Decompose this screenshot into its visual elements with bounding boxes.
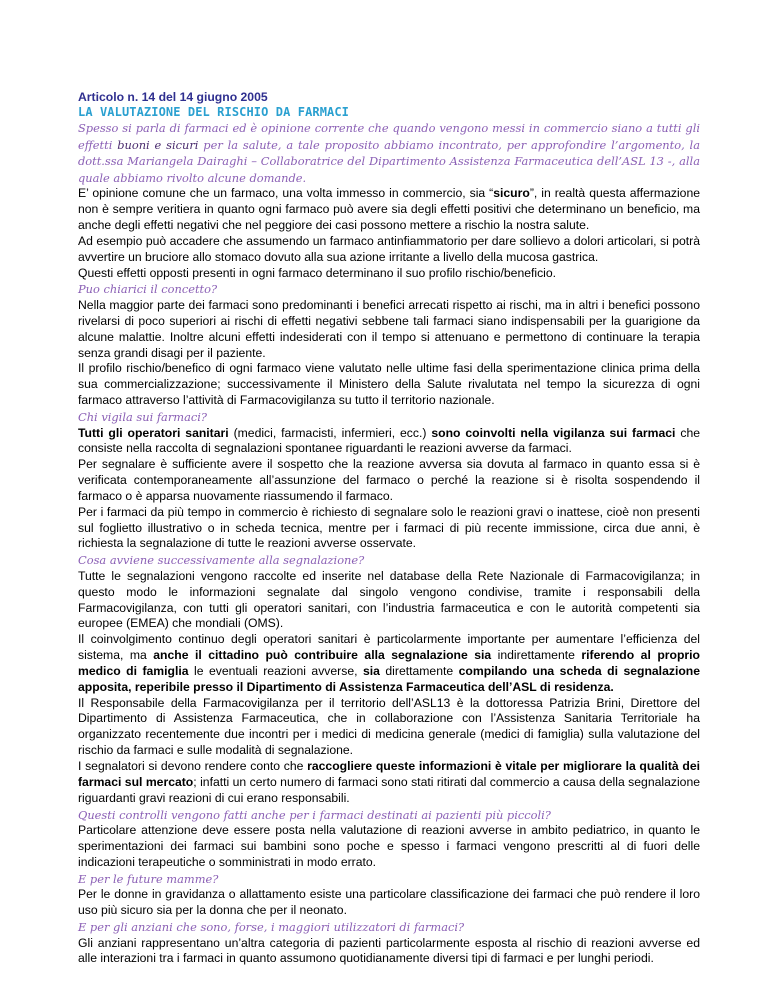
p10-bold-4: compilando una scheda di segnalazione apposita, reperibile presso il Dipartimento di Assistenza Farmaceutica dell’ASL di residenza.	[78, 663, 700, 694]
paragraph-1	[78, 186, 700, 234]
article-title: LA VALUTAZIONE DEL RISCHIO DA FARMACI	[78, 105, 350, 119]
question-3: Cosa avviene successivamente alla segnalazione?	[78, 553, 365, 568]
p10-bold-3: sia	[362, 663, 380, 678]
p12-text-2: ; infatti un certo numero di farmaci sono stati ritirati dal commercio a causa della segnalazione riguardanti gravi reazioni di cui erano responsabili.	[78, 774, 700, 805]
article-date: Articolo n. 14 del 14 giugno 2005	[78, 90, 268, 104]
question-4: Questi controlli vengono fatti anche per i farmaci destinati ai pazienti più piccoli?	[78, 807, 551, 822]
paragraph-6	[78, 426, 700, 458]
p1-bold-1: sicuro	[493, 186, 530, 201]
paragraph-5: Il profilo rischio/benefico di ogni farmaco viene valutato nelle ultime fasi della sperimentazione clinica prima della sua commercializzazione; successivamente il Ministero della Salute rivalutata nel tempo la sicurezza di ogni farmaco attraverso l’attività di Farmacovigilanza su tutto il territorio nazionale.	[78, 361, 700, 408]
question-2: Chi vigila sui farmaci?	[78, 409, 208, 424]
paragraph-10	[78, 632, 700, 695]
paragraph-12	[78, 759, 700, 807]
paragraph-7: Per segnalare è sufficiente avere il sospetto che la reazione avversa sia dovuta al farmaco in quanto essa si è verificata contemporaneamente all’assunzione del farmaco o perché la reazione si è risolta sospendendo il farmaco o è apparsa nuovamente riassumendo il farmaco.	[78, 457, 700, 503]
article	[78, 89, 700, 967]
paragraph-2: Ad esempio può accadere che assumendo un farmaco antinfiammatorio per dare sollievo a dolori articolari, si potrà avvertire un bruciore allo stomaco dovuto alla sua azione irritante a livello della mucosa gastrica.	[78, 233, 700, 264]
intro-paragraph	[78, 120, 700, 186]
question-6: E per gli anziani che sono, forse, i maggiori utilizzatori di farmaci?	[78, 919, 465, 934]
paragraph-3: Questi effetti opposti presenti in ogni farmaco determinano il suo profilo rischio/beneficio.	[78, 265, 557, 280]
p10-text-2: indirettamente	[491, 648, 582, 663]
question-1: Puo chiarici il concetto?	[78, 282, 218, 297]
paragraph-14: Per le donne in gravidanza o allattamento esiste una particolare classificazione dei farmaci che può rendere il loro uso più sicuro sia per la donna che per il neonato.	[78, 887, 700, 918]
p10-text-4: direttamente	[379, 663, 459, 678]
paragraph-13: Particolare attenzione deve essere posta nella valutazione di reazioni avverse in ambito pediatrico, in quanto le sperimentazioni dei farmaci sui bambini sono poche e spesso i farmaci vengono prescritti al di fuori delle indicazioni terapeutiche o somministrati in modo errato.	[78, 823, 700, 869]
paragraph-9: Tutte le segnalazioni vengono raccolte ed inserite nel database della Rete Nazionale di Farmacovigilanza; in questo modo le informazioni segnalate dal singolo vengono condivise, tramite i responsabili della Farmacovigilanza, con tutti gli operatori sanitari, con l’industria farmaceutica e con le autorità competenti sia europee (EMEA) che mondiali (OMS).	[78, 568, 700, 631]
p10-bold-1: anche il cittadino può contribuire alla segnalazione sia	[153, 648, 492, 663]
p10-text-3: le eventuali reazioni avverse,	[188, 663, 363, 678]
paragraph-4: Nella maggior parte dei farmaci sono predominanti i benefici arrecati rispetto ai rischi, ma in altri i benefici possono rivelarsi di poco superiori ai rischi di effetti negativi sebbene tali farmaci siano indispensabili per la guarigione da alcune malattie. Inoltre alcuni effetti indesiderati con il tempo si attenuano e permettono di continuare la terapia senza grandi disagi per il paziente.	[78, 298, 700, 360]
p10-bold-2: riferendo al proprio medico di famiglia	[78, 648, 700, 678]
p6-text-1: (medici, farmacisti, infermieri, ecc.)	[228, 425, 432, 440]
paragraph-8: Per i farmaci da più tempo in commercio è richiesto di segnalare solo le reazioni gravi o inattese, cioè non presenti sul foglietto illustrativo o in scheda tecnica, mentre per i farmaci di più recente immissione, circa due anni, è richiesta la segnalazione di tutte le reazioni avverse osservate.	[78, 504, 700, 551]
paragraph-11: Il Responsabile della Farmacovigilanza per il territorio dell’ASL13 è la dottoressa Patrizia Brini, Direttore del Dipartimento di Assistenza Farmaceutica, che in collaborazione con l’Assistenza Sanitaria Territoriale ha organizzato recentemente due incontri per i medici di medicina generale (medici di famiglia) sulla valutazione del rischio da farmaci e sulle modalità di segnalazione.	[78, 695, 700, 758]
p6-bold-2: sono coinvolti nella vigilanza sui farmaci	[431, 425, 676, 440]
intro-text-2: per la salute, a tale proposito abbiamo incontrato, per approfondire l’argomento, la dott.ssa Mariangela Dairaghi – Collaboratrice del Dipartimento Assistenza Farmaceutica dell’ASL 13 -, alla quale abbiamo rivolto alcune domande.	[78, 137, 700, 185]
p6-bold-1: Tutti gli operatori sanitari	[78, 425, 229, 440]
p12-bold-1: raccogliere queste informazioni è vitale per migliorare la qualità dei farmaci sul mercato	[78, 759, 701, 789]
p10-text-1: Il coinvolgimento continuo degli operatori sanitari è particolarmente importante per aumentare l’efficienza del sistema, ma	[78, 632, 700, 663]
question-5: E per le future mamme?	[78, 871, 219, 886]
p1-text-2: ”, in realtà questa affermazione non è sempre veritiera in quanto ogni farmaco può avere sia degli effetti positivi che determinano un beneficio, ma anche degli effetti negativi che nel peggiore dei casi possono mettere a rischio la nostra salute.	[78, 186, 701, 233]
p1-text-1: E’ opinione comune che un farmaco, una volta immesso in commercio, sia “	[78, 186, 494, 201]
p12-text-1: I segnalatori si devono rendere conto che	[78, 759, 308, 773]
intro-emphasis: buoni e sicuri	[117, 137, 199, 152]
paragraph-15: Gli anziani rappresentano un’altra categoria di pazienti particolarmente esposta al rischio di reazioni avverse ed alle interazioni tra i farmaci in quanto assumono quotidianamente diversi tipi di farmaci e per lunghi periodi.	[78, 935, 700, 966]
intro-text-1: Spesso si parla di farmaci ed è opinione corrente che quando vengono messi in commercio siano a tutti gli effetti	[78, 121, 700, 152]
p6-text-2: che consiste nella raccolta di segnalazioni spontanee riguardanti le reazioni avverse da farmaci.	[78, 425, 700, 456]
